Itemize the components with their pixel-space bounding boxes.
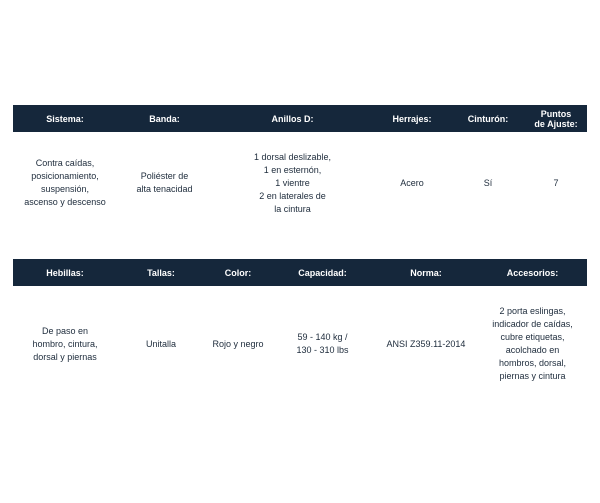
value-sistema: Contra caídas, posicionamiento, suspensión, ascenso y descenso: [24, 158, 106, 207]
value-cinturon: Sí: [483, 177, 493, 188]
value-hebillas: De paso en hombro, cintura, dorsal y piernas: [32, 325, 98, 362]
table-2-header-row: [13, 259, 587, 286]
value-color: Rojo y negro: [212, 338, 264, 349]
header-banda: Banda:: [149, 113, 180, 124]
table-1-value-row: [13, 132, 587, 234]
specs-table-2: [13, 259, 587, 402]
value-banda: Poliéster de alta tenacidad: [136, 171, 193, 194]
header-puntos-de-ajuste: Puntos de Ajuste:: [534, 108, 578, 129]
header-tallas: Tallas:: [147, 267, 175, 278]
header-cinturon: Cinturón:: [467, 113, 509, 124]
value-anillos-d: 1 dorsal deslizable, 1 en esternón, 1 vientre 2 en laterales de la cintura: [253, 151, 332, 214]
specs-table-1: [13, 105, 587, 234]
value-puntos-de-ajuste: 7: [553, 177, 559, 188]
header-color: Color:: [224, 267, 252, 278]
value-norma: ANSI Z359.11-2014: [386, 338, 466, 349]
header-accesorios: Accesorios:: [506, 267, 559, 278]
table-2-value-row: [13, 286, 587, 402]
header-herrajes: Herrajes:: [392, 113, 432, 124]
value-accesorios: 2 porta eslingas, indicador de caídas, cubre etiquetas, acolchado en hombros, dorsal, piernas y cintura: [492, 306, 573, 381]
table-1-header-row: [13, 105, 587, 132]
header-norma: Norma:: [410, 267, 442, 278]
value-tallas: Unitalla: [145, 338, 176, 349]
value-capacidad: 59 - 140 kg / 130 - 310 lbs: [296, 332, 349, 355]
value-herrajes: Acero: [400, 177, 424, 188]
header-hebillas: Hebillas:: [46, 267, 84, 278]
header-sistema: Sistema:: [46, 113, 84, 124]
header-capacidad: Capacidad:: [298, 267, 347, 278]
header-anillos-d: Anillos D:: [271, 113, 314, 124]
